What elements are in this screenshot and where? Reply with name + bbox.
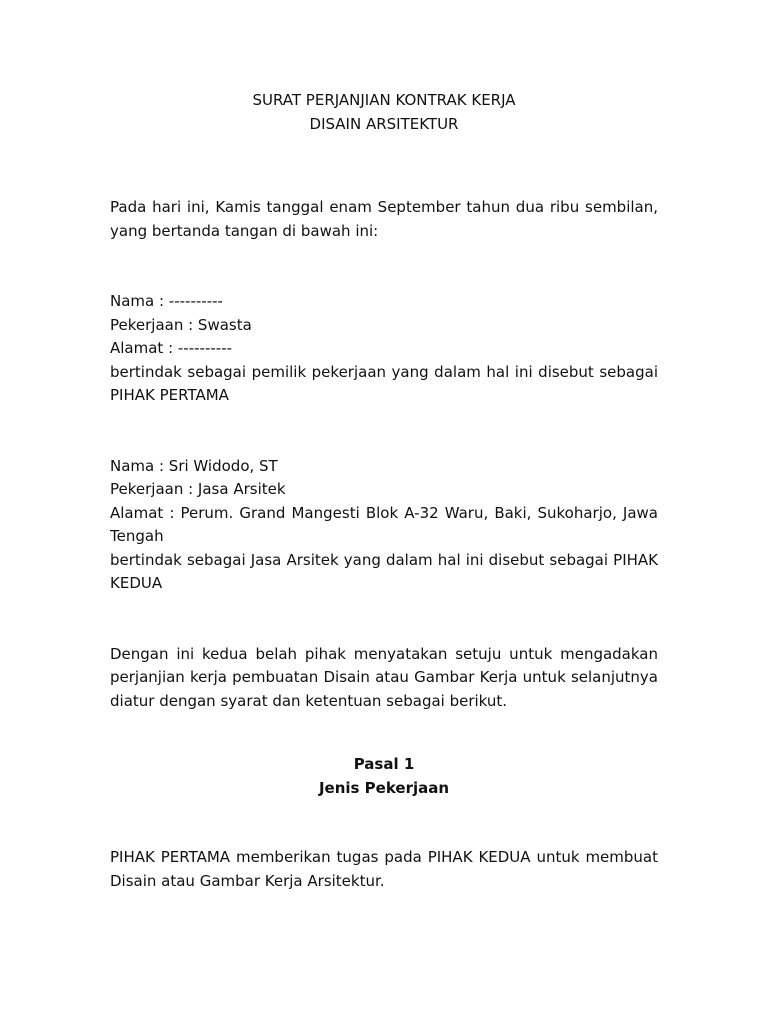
pasal-body: PIHAK PERTAMA memberikan tugas pada PIHAK KEDUA untuk membuat Disain atau Gambar Kerja Arsitektur.	[110, 848, 658, 890]
pasal-number: Pasal 1	[353, 755, 415, 773]
spacer	[110, 596, 658, 643]
spacer	[110, 136, 658, 196]
party-one-address: Alamat : ----------	[110, 339, 233, 357]
party-two-role: bertindak sebagai Jasa Arsitek yang dalam hal ini disebut sebagai PIHAK KEDUA	[110, 550, 658, 592]
party-two-job: Pekerjaan : Jasa Arsitek	[110, 480, 286, 498]
party-two-block	[110, 455, 658, 596]
document-title-line1: SURAT PERJANJIAN KONTRAK KERJA	[252, 91, 516, 109]
spacer	[110, 408, 658, 455]
document-content	[110, 88, 658, 893]
spacer	[110, 800, 658, 846]
party-two-name: Nama : Sri Widodo, ST	[110, 456, 278, 475]
spacer	[110, 713, 658, 752]
party-one-role: bertindak sebagai pemilik pekerjaan yang dalam hal ini disebut sebagai PIHAK PERTAMA	[110, 362, 658, 404]
party-one-job: Pekerjaan : Swasta	[110, 315, 252, 334]
document-title-line2: DISAIN ARSITEKTUR	[309, 115, 459, 133]
party-two-address: Alamat : Perum. Grand Mangesti Blok A-32 Waru, Baki, Sukoharjo, Jawa Tengah	[110, 503, 658, 545]
spacer	[110, 243, 658, 290]
pasal-title: Jenis Pekerjaan	[318, 779, 450, 797]
agreement-paragraph: Dengan ini kedua belah pihak menyatakan setuju untuk mengadakan perjanjian kerja pembuatan Disain atau Gambar Kerja untuk selanjutnya diatur dengan syarat dan ketentuan sebagai berikut.	[110, 644, 658, 710]
party-one-name: Nama : ----------	[110, 292, 223, 310]
party-one-block	[110, 290, 658, 408]
intro-paragraph: Pada hari ini, Kamis tanggal enam September tahun dua ribu sembilan, yang bertanda tangan di bawah ini:	[110, 198, 658, 240]
